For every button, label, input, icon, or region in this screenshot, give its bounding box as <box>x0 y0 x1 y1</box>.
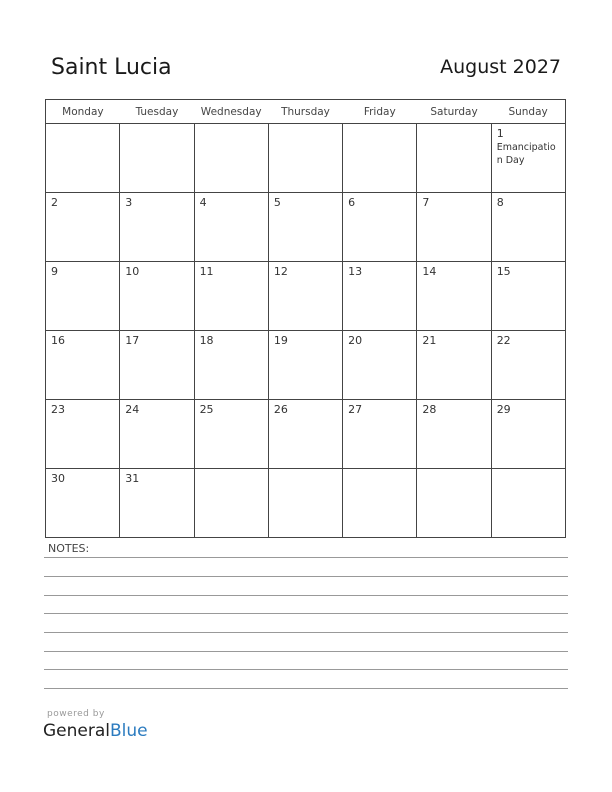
day-number: 11 <box>199 265 214 278</box>
note-line <box>44 688 568 689</box>
day-cell <box>194 331 268 400</box>
note-line <box>44 632 568 633</box>
day-cell <box>417 400 491 469</box>
day-number: 8 <box>496 196 504 209</box>
week-row <box>46 331 566 400</box>
brand-general: General <box>43 721 110 741</box>
weekday-header-row <box>46 100 566 124</box>
day-cell <box>46 124 120 193</box>
note-line <box>44 651 568 652</box>
day-cell <box>120 400 194 469</box>
holiday-label: Emancipation Day <box>496 142 556 166</box>
day-number: 21 <box>422 334 437 347</box>
day-cell <box>343 469 417 538</box>
day-cell <box>194 193 268 262</box>
day-number: 3 <box>125 196 133 209</box>
weekday-monday: Monday <box>46 100 120 124</box>
day-number: 13 <box>348 265 363 278</box>
day-number: 23 <box>51 403 65 416</box>
day-cell <box>491 193 565 262</box>
day-number: 29 <box>496 403 511 416</box>
note-line <box>44 595 568 596</box>
day-cell <box>46 469 120 538</box>
week-row <box>46 124 566 193</box>
weekday-saturday: Saturday <box>417 100 491 124</box>
day-number: 24 <box>125 403 140 416</box>
day-cell <box>491 262 565 331</box>
day-cell <box>343 331 417 400</box>
day-cell <box>268 262 342 331</box>
weekday-sunday: Sunday <box>491 100 565 124</box>
day-cell <box>417 193 491 262</box>
day-cell <box>268 124 342 193</box>
day-cell <box>491 124 565 193</box>
day-cell <box>343 400 417 469</box>
day-number: 15 <box>496 265 511 278</box>
day-cell <box>120 193 194 262</box>
day-number: 10 <box>125 265 140 278</box>
day-cell <box>268 331 342 400</box>
day-number: 25 <box>199 403 214 416</box>
day-cell <box>46 262 120 331</box>
day-cell <box>120 469 194 538</box>
day-cell <box>46 193 120 262</box>
note-line <box>44 576 568 577</box>
day-number: 20 <box>348 334 363 347</box>
day-number: 6 <box>348 196 356 209</box>
notes-label: NOTES: <box>48 542 90 555</box>
day-cell <box>194 262 268 331</box>
day-cell <box>46 400 120 469</box>
brand-blue: Blue <box>110 721 148 741</box>
day-number: 18 <box>199 334 214 347</box>
day-cell <box>343 262 417 331</box>
day-cell <box>194 400 268 469</box>
day-number: 31 <box>125 472 140 485</box>
weekday-wednesday: Wednesday <box>194 100 268 124</box>
week-row <box>46 193 566 262</box>
day-number: 17 <box>125 334 140 347</box>
note-line <box>44 669 568 670</box>
day-cell <box>417 262 491 331</box>
day-cell <box>268 469 342 538</box>
day-number: 4 <box>199 196 207 209</box>
day-number: 30 <box>51 472 65 485</box>
day-cell <box>268 193 342 262</box>
day-cell <box>417 469 491 538</box>
day-cell <box>120 124 194 193</box>
day-number: 27 <box>348 403 363 416</box>
calendar-body <box>46 124 566 538</box>
day-cell <box>417 331 491 400</box>
powered-by-text: powered by <box>47 709 105 719</box>
weekday-tuesday: Tuesday <box>120 100 194 124</box>
week-row <box>46 469 566 538</box>
day-number: 5 <box>273 196 281 209</box>
brand-logo[interactable] <box>43 721 148 741</box>
day-cell <box>120 331 194 400</box>
day-cell <box>194 124 268 193</box>
day-cell <box>417 124 491 193</box>
day-number: 16 <box>51 334 65 347</box>
day-number: 28 <box>422 403 437 416</box>
day-cell <box>343 124 417 193</box>
day-cell <box>491 469 565 538</box>
day-number: 26 <box>273 403 288 416</box>
note-line <box>44 613 568 614</box>
weekday-friday: Friday <box>343 100 417 124</box>
day-cell <box>268 400 342 469</box>
week-row <box>46 262 566 331</box>
day-number: 22 <box>496 334 511 347</box>
week-row <box>46 400 566 469</box>
note-line <box>44 557 568 558</box>
day-cell <box>491 331 565 400</box>
day-number: 7 <box>422 196 430 209</box>
calendar-grid <box>45 99 566 538</box>
month-year-title: August 2027 <box>440 56 561 78</box>
day-number: 1 <box>496 127 504 140</box>
day-number: 19 <box>273 334 288 347</box>
day-number: 14 <box>422 265 437 278</box>
day-cell <box>491 400 565 469</box>
day-cell <box>46 331 120 400</box>
day-number: 12 <box>273 265 288 278</box>
country-title: Saint Lucia <box>51 55 172 80</box>
weekday-thursday: Thursday <box>268 100 342 124</box>
day-cell <box>343 193 417 262</box>
day-number: 9 <box>51 265 58 278</box>
day-cell <box>120 262 194 331</box>
day-cell <box>194 469 268 538</box>
day-number: 2 <box>51 196 58 209</box>
